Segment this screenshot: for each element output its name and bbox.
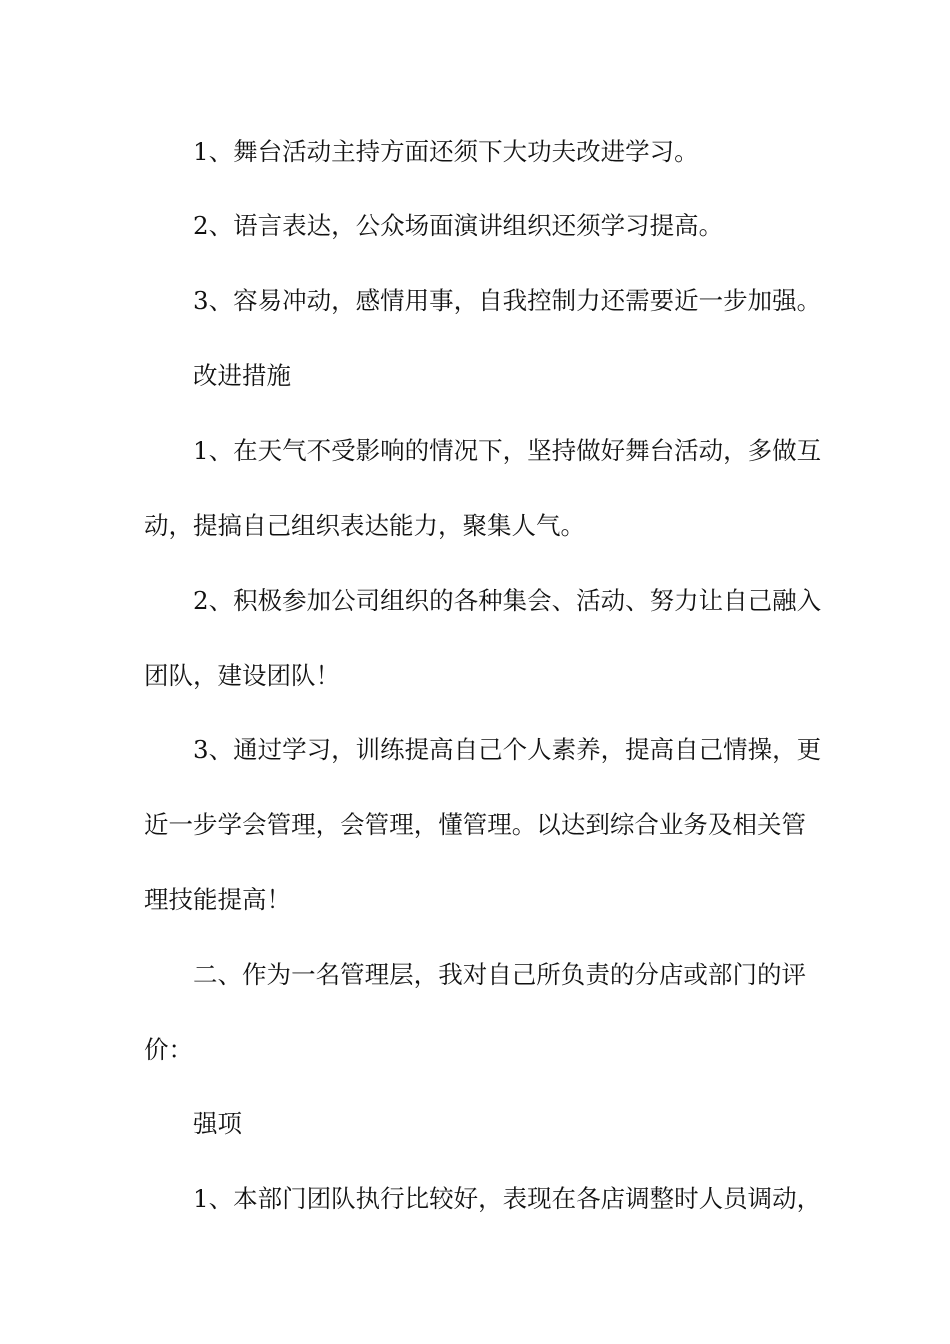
section-heading-improvement: 改进措施 xyxy=(193,361,291,390)
improvement-item-2-line-1: 2、积极参加公司组织的各种集会、活动、努力让自己融入 xyxy=(193,586,822,615)
improvement-item-3-line-3: 理技能提高！ xyxy=(144,885,291,914)
strength-item-1-line-1: 1、本部门团队执行比较好，表现在各店调整时人员调动， xyxy=(193,1184,822,1213)
section-heading-strengths: 强项 xyxy=(193,1109,242,1138)
section-two-line-1: 二、作为一名管理层，我对自己所负责的分店或部门的评 xyxy=(193,960,806,989)
improvement-item-1-line-1: 1、在天气不受影响的情况下，坚持做好舞台活动，多做互 xyxy=(193,436,822,465)
weakness-item-3: 3、容易冲动，感情用事，自我控制力还需要近一步加强。 xyxy=(193,286,822,315)
improvement-item-2-line-2: 团队，建设团队！ xyxy=(144,661,340,690)
weakness-item-1: 1、舞台活动主持方面还须下大功夫改进学习。 xyxy=(193,137,699,166)
weakness-item-2: 2、语言表达，公众场面演讲组织还须学习提高。 xyxy=(193,211,724,240)
improvement-item-1-line-2: 动，提搞自己组织表达能力，聚集人气。 xyxy=(144,511,585,540)
improvement-item-3-line-2: 近一步学会管理，会管理，懂管理。以达到综合业务及相关管 xyxy=(144,810,806,839)
improvement-item-3-line-1: 3、通过学习，训练提高自己个人素养，提高自己情操，更 xyxy=(193,735,822,764)
section-two-line-2: 价： xyxy=(144,1035,193,1064)
